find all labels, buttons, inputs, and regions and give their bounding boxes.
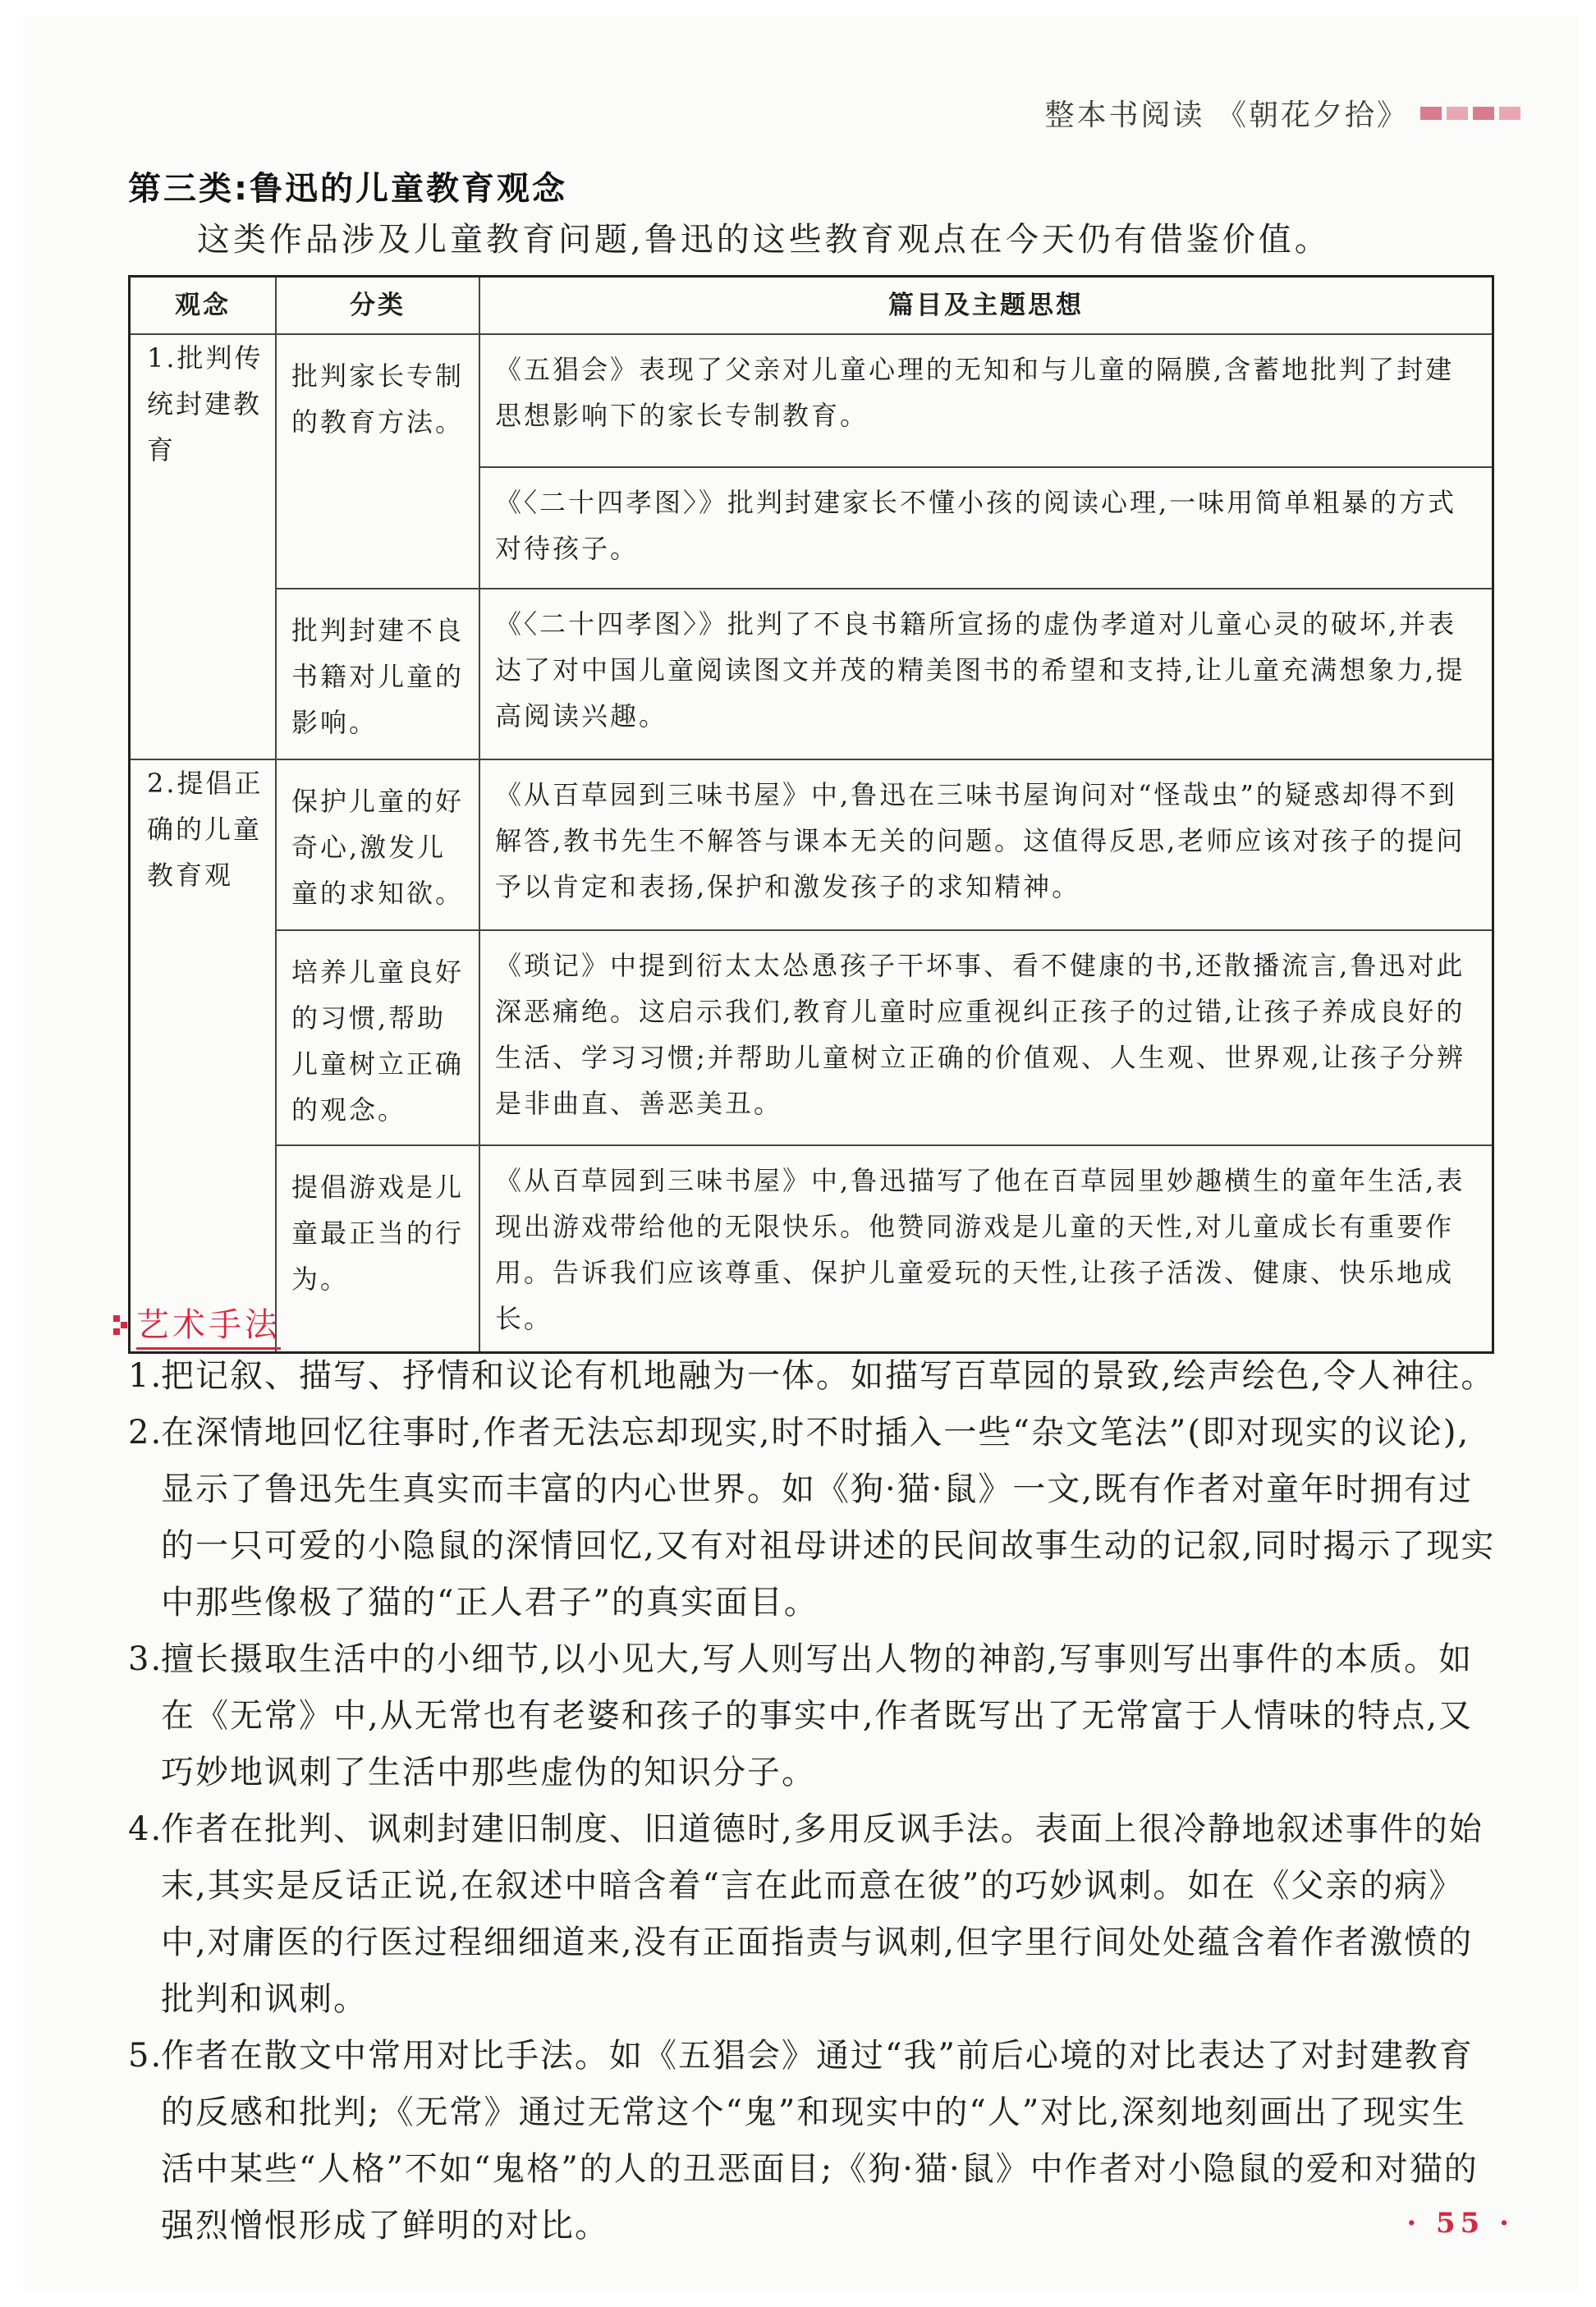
concept-text: 1.批判传统封建教育 xyxy=(147,342,264,466)
list-item-number: 2. xyxy=(128,1414,163,1452)
concept-cell xyxy=(130,334,277,759)
list-item-number: 1. xyxy=(128,1357,163,1395)
works-cell: 《〈二十四孝图〉》批判了不良书籍所宣扬的虚伪孝道对儿童心灵的破坏,并表达了对中国儿童阅读图文并茂的精美图书的希望和支持,让儿童充满想象力,提高阅读兴趣。 xyxy=(479,589,1493,759)
running-header-title: 整本书阅读 《朝花夕拾》 xyxy=(1044,99,1409,132)
list-item-number: 3. xyxy=(128,1640,163,1678)
page-number: · 55 · xyxy=(1406,2207,1514,2240)
header-decoration xyxy=(1420,107,1520,120)
running-header xyxy=(1045,92,1520,134)
list-item-text: 作者在散文中常用对比手法。如《五猖会》通过“我”前后心境的对比表达了对封建教育的反感和批判;《无常》通过无常这个“鬼”和现实中的“人”对比,深刻地刻画出了现实生活中某些“人格”不如“鬼格”的人的丑恶面目;《狗·猫·鼠》中作者对小隐鼠的爱和对猫的强烈憎恨形成了鲜明的对比。 xyxy=(161,2037,1479,2245)
art-techniques-list xyxy=(128,1348,1497,2254)
works-cell: 《〈二十四孝图〉》批判封建家长不懂小孩的阅读心理,一味用简单粗暴的方式对待孩子。 xyxy=(479,467,1493,589)
list-item xyxy=(128,1631,1497,1801)
art-section-heading xyxy=(113,1299,281,1350)
section-title: 第三类:鲁迅的儿童教育观念 xyxy=(128,170,567,208)
list-item-text: 把记叙、描写、抒情和议论有机地融为一体。如描写百草园的景致,绘声绘色,令人神往。 xyxy=(161,1357,1496,1395)
table-header-category: 分类 xyxy=(276,277,479,335)
list-item-number: 5. xyxy=(128,2037,163,2075)
table-row xyxy=(130,589,1493,759)
table-row xyxy=(130,759,1493,930)
works-cell: 《琐记》中提到衍太太怂恿孩子干坏事、看不健康的书,还散播流言,鲁迅对此深恶痛绝。这启示我们,教育儿童时应重视纠正孩子的过错,让孩子养成良好的生活、学习习惯;并帮助儿童树立正确的价值观、人生观、世界观,让孩子分辨是非曲直、善恶美丑。 xyxy=(479,930,1493,1145)
bullet-squares-icon xyxy=(113,1312,128,1337)
table-row xyxy=(130,930,1493,1145)
list-item-text: 擅长摄取生活中的小细节,以小见大,写人则写出人物的神韵,写事则写出事件的本质。如在《无常》中,从无常也有老婆和孩子的事实中,作者既写出了无常富于人情味的特点,又巧妙地讽刺了生活中那些虚伪的知识分子。 xyxy=(161,1640,1474,1791)
list-item-number: 4. xyxy=(128,1810,163,1848)
table-header-concept: 观念 xyxy=(130,277,277,335)
concept-text: 2.提倡正确的儿童教育观 xyxy=(147,768,264,891)
category-cell: 批判封建不良书籍对儿童的影响。 xyxy=(276,589,479,759)
list-item xyxy=(128,1405,1497,1631)
page xyxy=(23,16,1578,2291)
category-cell: 提倡游戏是儿童最正当的行为。 xyxy=(276,1145,479,1353)
list-item-text: 作者在批判、讽刺封建旧制度、旧道德时,多用反讽手法。表面上很冷静地叙述事件的始末,其实是反话正说,在叙述中暗含着“言在此而意在彼”的巧妙讽刺。如在《父亲的病》中,对庸医的行医过程细细道来,没有正面指责与讽刺,但字里行间处处蕴含着作者激愤的批判和讽刺。 xyxy=(161,1810,1484,2018)
art-section-title: 艺术手法 xyxy=(136,1299,281,1350)
section-intro: 这类作品涉及儿童教育问题,鲁迅的这些教育观点在今天仍有借鉴价值。 xyxy=(197,221,1331,259)
table-header-works: 篇目及主题思想 xyxy=(479,277,1493,335)
list-item xyxy=(128,2028,1497,2254)
list-item-text: 在深情地回忆往事时,作者无法忘却现实,时不时插入一些“杂文笔法”(即对现实的议论),显示了鲁迅先生真实而丰富的内心世界。如《狗·猫·鼠》一文,既有作者对童年时拥有过的一只可爱的小隐鼠的深情回忆,又有对祖母讲述的民间故事生动的记叙,同时揭示了现实中那些像极了猫的“正人君子”的真实面目。 xyxy=(161,1414,1496,1621)
list-item xyxy=(128,1801,1497,2028)
concept-cell xyxy=(130,759,277,1353)
table-row xyxy=(130,334,1493,467)
category-cell: 保护儿童的好奇心,激发儿童的求知欲。 xyxy=(276,759,479,930)
works-cell: 《从百草园到三味书屋》中,鲁迅描写了他在百草园里妙趣横生的童年生活,表现出游戏带给他的无限快乐。他赞同游戏是儿童的天性,对儿童成长有重要作用。告诉我们应该尊重、保护儿童爱玩的天性,让孩子活泼、健康、快乐地成长。 xyxy=(479,1145,1493,1353)
works-cell: 《从百草园到三味书屋》中,鲁迅在三味书屋询问对“怪哉虫”的疑惑却得不到解答,教书先生不解答与课本无关的问题。这值得反思,老师应该对孩子的提问予以肯定和表扬,保护和激发孩子的求知精神。 xyxy=(479,759,1493,930)
category-cell: 培养儿童良好的习惯,帮助儿童树立正确的观念。 xyxy=(276,930,479,1145)
education-views-table xyxy=(128,275,1494,1354)
list-item xyxy=(128,1348,1497,1405)
category-cell: 批判家长专制的教育方法。 xyxy=(276,334,479,589)
table-header-row xyxy=(130,277,1493,335)
works-cell: 《五猖会》表现了父亲对儿童心理的无知和与儿童的隔膜,含蓄地批判了封建思想影响下的家长专制教育。 xyxy=(479,334,1493,467)
table-row xyxy=(130,1145,1493,1353)
